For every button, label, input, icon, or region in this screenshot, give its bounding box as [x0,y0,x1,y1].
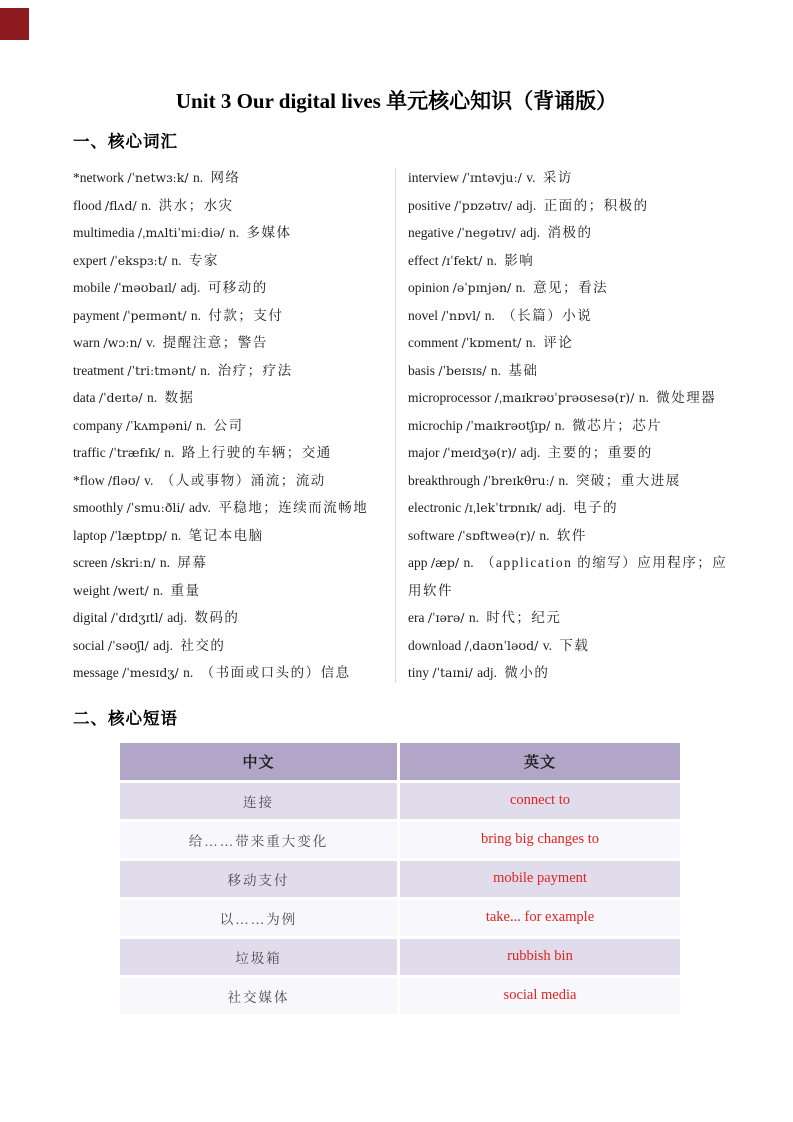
table-row [120,900,680,936]
vocab-word: major [408,445,440,460]
vocab-word: flood [73,197,102,213]
vocab-phonetic: /ˈbreɪkθruː/ [483,472,554,488]
vocab-word: smoothly [73,500,124,515]
vocab-word: digital [73,610,108,625]
red-stamp [0,8,29,40]
vocab-entry [73,577,395,605]
phrase-english-cell: take... for example [400,900,680,936]
table-row [120,978,680,1014]
vocab-entry [408,549,730,604]
vocab-phonetic: /flʌd/ [104,197,137,213]
vocab-word: traffic [73,445,106,460]
table-row [120,822,680,858]
section-heading-core-vocab: 一、核心词汇 [73,132,178,151]
vocab-part-of-speech: n. [463,555,474,570]
vocab-word: multimedia [73,225,135,240]
vocab-meaning: 下载 [559,637,590,653]
vocab-part-of-speech: n. [515,280,526,295]
vocab-phonetic: /ɪˌlekˈtrɒnɪk/ [464,500,542,515]
vocab-part-of-speech: n. [554,417,565,433]
vocab-entry [408,522,730,550]
vocab-part-of-speech: adj. [477,665,498,680]
vocab-meaning: 消极的 [547,225,593,240]
vocab-entry [408,659,730,687]
vocab-phonetic: /ˈtriːtmənt/ [127,362,196,378]
vocab-word: data [73,390,96,405]
vocab-entry [408,384,730,412]
phrase-chinese-cell: 移动支付 [120,861,397,897]
vocab-part-of-speech: n. [490,362,501,378]
vocab-part-of-speech: adj. [167,610,188,625]
vocab-part-of-speech: n. [153,582,164,598]
vocab-entry [73,329,395,357]
vocab-entry [73,604,395,632]
vocab-part-of-speech: adj. [545,500,566,515]
vocab-part-of-speech: n. [192,170,204,185]
vocab-phonetic: /əˈpɪnjən/ [452,280,512,295]
vocab-part-of-speech: n. [539,527,550,543]
vocab-entry [73,164,395,192]
phrase-chinese-cell: 给……带来重大变化 [120,822,397,858]
vocab-phonetic: /ˈpeɪmənt/ [122,307,187,323]
vocab-part-of-speech: v. [144,472,154,488]
vocab-entry [73,302,395,330]
vocab-word: software [408,527,455,543]
vocab-part-of-speech: n. [558,472,569,488]
vocab-phonetic: /ˈtræfɪk/ [109,445,160,460]
table-header-chinese: 中文 [120,743,397,780]
vocab-word: weight [73,582,110,598]
vocab-word: opinion [408,280,450,295]
vocab-phonetic: /ɪˈfekt/ [441,252,483,268]
vocab-phonetic: /ˈkʌmpəni/ [125,417,192,433]
vocab-word: basis [408,362,435,378]
vocab-phonetic: /ˈkɒment/ [461,335,522,350]
vocab-meaning: 意见；看法 [533,280,609,295]
vocab-word: *network [73,170,124,185]
phrase-table-body [120,783,680,1014]
vocab-entry [408,247,730,275]
vocab-meaning: 洪水；水灾 [158,197,234,213]
phrase-english-cell: mobile payment [400,861,680,897]
vocab-phonetic: /ˈlæptɒp/ [110,527,167,543]
vocab-word: electronic [408,500,462,515]
vocab-phonetic: /ˈtaɪni/ [432,665,473,680]
vocab-meaning: 软件 [556,527,587,543]
table-row [120,861,680,897]
vocab-part-of-speech: n. [159,555,171,570]
vocab-entry [408,219,730,247]
vocab-phonetic: /ˈpɒzətɪv/ [454,197,513,213]
vocab-word: social [73,637,105,653]
phrase-chinese-cell: 垃圾箱 [120,939,397,975]
vocab-phonetic: /ˈbeɪsɪs/ [438,362,487,378]
vocab-section [73,164,730,687]
vocab-meaning: 主要的；重要的 [547,445,653,460]
vocab-entry [73,494,395,522]
vocab-part-of-speech: v. [542,637,552,653]
vocab-entry [73,384,395,412]
vocab-entry [73,522,395,550]
vocab-part-of-speech: n. [200,362,211,378]
vocab-meaning: 社交的 [180,637,226,653]
vocab-entry [408,604,730,632]
vocab-part-of-speech: n. [196,417,207,433]
phrase-english-cell: connect to [400,783,680,819]
vocab-meaning: 基础 [508,362,539,378]
vocab-meaning: 数码的 [194,610,240,625]
vocab-word: microprocessor [408,390,492,405]
vocab-phonetic: /ˈdeɪtə/ [98,390,143,405]
vocab-word: warn [73,335,100,350]
vocab-meaning: 影响 [504,252,535,268]
vocab-part-of-speech: adj. [516,197,537,213]
vocab-part-of-speech: adj. [520,445,541,460]
vocab-part-of-speech: n. [228,225,240,240]
vocab-word: company [73,417,123,433]
vocab-word: expert [73,252,107,268]
vocab-part-of-speech: n. [484,307,495,323]
vocab-meaning: 评论 [543,335,574,350]
vocab-word: microchip [408,417,463,433]
vocab-word: effect [408,252,439,268]
vocab-meaning: 路上行驶的车辆；交通 [181,445,332,460]
vocab-part-of-speech: n. [171,252,182,268]
vocab-word: laptop [73,527,107,543]
vocab-meaning: 微处理器 [656,390,717,405]
vocab-entry [408,412,730,440]
vocab-entry [408,164,730,192]
vocab-word: positive [408,197,451,213]
vocab-word: *flow [73,472,105,488]
vocab-phonetic: /ˈɪntəvjuː/ [462,170,522,185]
vocab-part-of-speech: n. [468,610,479,625]
vocab-phonetic: /ˈmaɪkrəʊtʃɪp/ [466,417,551,433]
vocab-phonetic: /ˈnɒvl/ [441,307,481,323]
vocab-word: tiny [408,665,430,680]
table-row [120,783,680,819]
vocab-entry [408,357,730,385]
vocab-entry [73,247,395,275]
vocab-part-of-speech: n. [525,335,536,350]
phrase-english-cell: social media [400,978,680,1014]
vocab-phonetic: /ˈnegətɪv/ [457,225,516,240]
vocab-meaning: 电子的 [573,500,619,515]
vocab-part-of-speech: v. [146,335,156,350]
vocab-meaning: 微芯片；芯片 [572,417,663,433]
table-row [120,939,680,975]
vocab-part-of-speech: n. [638,390,649,405]
vocab-part-of-speech: adj. [180,280,201,295]
vocab-word: negative [408,225,454,240]
vocab-meaning: 正面的；积极的 [543,197,649,213]
vocab-entry [73,439,395,467]
vocab-word: message [73,665,119,680]
vocab-meaning: （人或事物）涌流；流动 [160,472,326,488]
vocab-meaning: 提醒注意；警告 [162,335,268,350]
vocab-phonetic: /ˈsmuːðli/ [126,500,185,515]
phrase-chinese-cell: 连接 [120,783,397,819]
vocab-word: screen [73,555,108,570]
vocab-phonetic: /wɔːn/ [103,335,142,350]
vocab-word: payment [73,307,120,323]
vocab-meaning: 数据 [164,390,195,405]
vocab-part-of-speech: v. [526,170,536,185]
vocab-meaning: 微小的 [504,665,550,680]
vocab-part-of-speech: n. [486,252,497,268]
phrase-english-cell: bring big changes to [400,822,680,858]
vocab-meaning: 多媒体 [246,225,292,240]
vocab-phonetic: /ˌmaɪkrəʊˈprəʊsesə(r)/ [494,390,635,405]
vocab-entry [408,467,730,495]
vocab-part-of-speech: adv. [188,500,211,515]
vocab-entry [73,659,395,687]
phrase-chinese-cell: 以……为例 [120,900,397,936]
vocab-part-of-speech: n. [146,390,158,405]
vocab-phonetic: /ˌmʌltiˈmiːdiə/ [137,225,225,240]
vocab-word: treatment [73,362,124,378]
vocab-meaning: 付款；支付 [208,307,284,323]
vocab-entry [73,549,395,577]
vocab-word: comment [408,335,459,350]
vocab-word: novel [408,307,438,323]
vocab-entry [408,632,730,660]
vocab-meaning: 重量 [170,582,201,598]
vocab-entry [408,329,730,357]
vocab-entry [73,274,395,302]
vocab-meaning: （长篇）小说 [502,307,593,323]
vocab-entry [408,302,730,330]
phrase-table [120,743,680,1014]
vocab-entry [73,412,395,440]
vocab-part-of-speech: adj. [153,637,173,653]
vocab-meaning: （书面或口头的）信息 [200,665,351,680]
vocab-phonetic: /weɪt/ [113,582,149,598]
vocab-phonetic: /ˌdaʊnˈləʊd/ [464,637,539,653]
vocab-phonetic: /ˈsɒftweə(r)/ [457,527,536,543]
vocab-part-of-speech: n. [190,307,201,323]
phrase-english-cell: rubbish bin [400,939,680,975]
vocab-phonetic: /ˈdɪdʒɪtl/ [110,610,163,625]
vocab-part-of-speech: n. [171,527,182,543]
vocab-phonetic: /ˈməʊbaɪl/ [113,280,177,295]
vocab-meaning: 公司 [213,417,244,433]
vocab-word: download [408,637,462,653]
vocab-word: breakthrough [408,472,480,488]
vocab-part-of-speech: n. [141,197,152,213]
vocab-entry [73,219,395,247]
phrase-chinese-cell: 社交媒体 [120,978,397,1014]
vocab-meaning: 突破；重大进展 [575,472,681,488]
vocab-part-of-speech: n. [164,445,175,460]
vocab-word: interview [408,170,459,185]
vocab-entry [73,192,395,220]
vocab-phonetic: /ˈekspɜːt/ [110,252,167,268]
vocab-entry [73,467,395,495]
vocab-phonetic: /ˈnetwɜːk/ [127,170,189,185]
vocab-phonetic: /fləʊ/ [107,472,140,488]
document-content [0,130,793,1014]
page-title: Unit 3 Our digital lives 单元核心知识（背诵版） [175,89,618,113]
section-heading-core-phrases: 二、核心短语 [73,708,178,728]
vocab-meaning: 屏幕 [177,555,208,570]
vocab-meaning: 专家 [188,252,219,268]
vocab-phonetic: /ˈmeɪdʒə(r)/ [442,445,517,460]
vocab-meaning: 采访 [542,170,573,185]
vocab-entry [408,494,730,522]
vocab-meaning: 平稳地；连续而流畅地 [218,500,369,515]
table-header-english: 英文 [400,743,680,780]
vocab-word: era [408,610,425,625]
vocab-entry [73,632,395,660]
vocab-meaning: 笔记本电脑 [188,527,264,543]
vocab-word: app [408,555,428,570]
vocab-meaning: 时代；纪元 [486,610,562,625]
vocab-phonetic: /ˈmesɪdʒ/ [122,665,179,680]
vocab-meaning: 可移动的 [207,280,268,295]
vocab-phonetic: /ˈsəʊʃl/ [107,637,149,653]
vocab-meaning: （application 的缩写）应用程序；应用软件 [408,555,728,598]
vocab-column-left [73,164,395,687]
vocab-entry [408,439,730,467]
vocab-phonetic: /ˈɪərə/ [427,610,465,625]
phrase-table-header-row [120,743,680,780]
vocab-meaning: 治疗；疗法 [217,362,293,378]
vocab-word: mobile [73,280,111,295]
vocab-phonetic: /æp/ [430,555,460,570]
vocab-part-of-speech: n. [183,665,194,680]
vocab-phonetic: /skriːn/ [110,555,156,570]
vocab-entry [408,192,730,220]
vocab-meaning: 网络 [210,170,241,185]
vocab-entry [408,274,730,302]
vocab-entry [73,357,395,385]
vocab-part-of-speech: adj. [520,225,541,240]
vocab-column-right [396,164,730,687]
